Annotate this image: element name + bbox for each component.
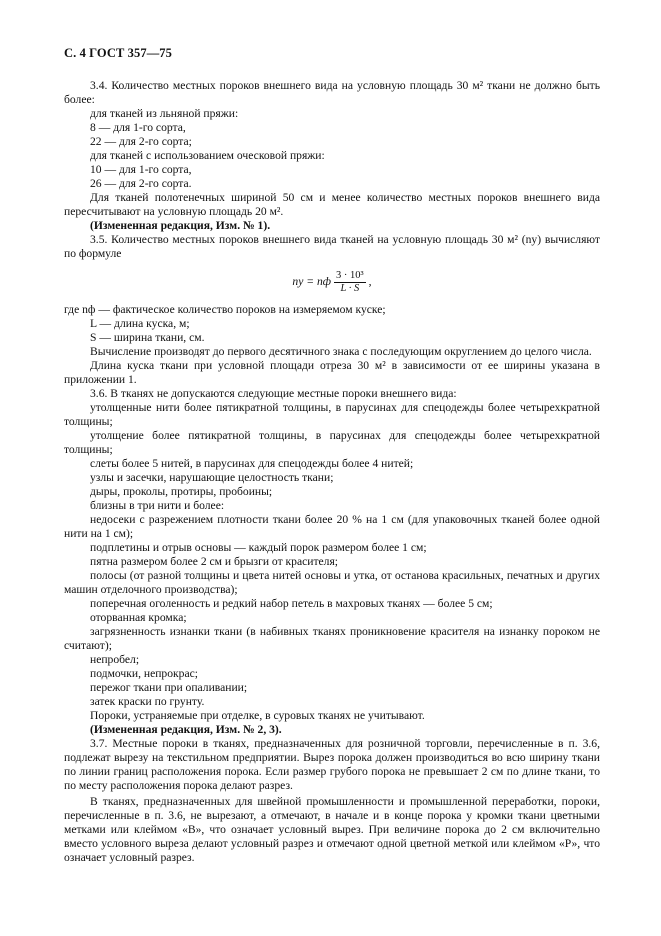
page-header: С. 4 ГОСТ 357—75 — [64, 46, 173, 60]
list-item: пятна размером более 2 см и брызги от красителя; — [90, 555, 339, 568]
section-3-4-paragraph: Для тканей полотенечных шириной 50 см и менее количество местных пороков внешнего вида пересчитывают на условную площадь 20 м². — [64, 191, 600, 218]
list-item: близны в три нити и более: — [90, 499, 225, 512]
list-item: подплетины и отрыв основы — каждый порок размером более 1 см; — [90, 541, 427, 554]
list-item: утолщенные нити более пятикратной толщины, в парусинах для спецодежды более четырехкратной толщины; — [64, 401, 600, 428]
document-body — [64, 79, 600, 865]
list-item: непробел; — [90, 653, 140, 666]
list-item: полосы (от разной толщины и цвета нитей основы и утка, от останова красильных, печатных и других машин отделочного производства); — [64, 569, 600, 596]
edit-note: (Измененная редакция, Изм. № 1). — [90, 219, 271, 232]
list-item: для тканей из льняной пряжи: — [90, 107, 239, 120]
formula-numerator: 3 · 10³ — [336, 269, 364, 281]
legend-item: где nф — фактическое количество пороков на измеряемом куске; — [64, 303, 386, 316]
section-3-5-intro: 3.5. Количество местных пороков внешнего вида тканей на условную площадь 30 м² (nу) вычисляют по формуле — [64, 233, 600, 260]
list-item: 8 — для 1-го сорта, — [90, 121, 186, 134]
list-item: дыры, проколы, протиры, пробоины; — [90, 485, 273, 498]
list-item: слеты более 5 нитей, в парусинах для спецодежды более 4 нитей; — [90, 457, 414, 470]
section-3-7-paragraph: 3.7. Местные пороки в тканях, предназначенных для розничной торговли, перечисленные в п. 3.6, подлежат вырезу на текстильном предприятии. Вырез порока должен производиться во всю ширину ткани по линии границ расположения порока. Если размер грубого порока не превышает 2 см по длине ткани, то по месту расположения порока делают разрез. — [64, 737, 600, 792]
list-item: 26 — для 2-го сорта. — [90, 177, 192, 190]
list-item: для тканей с использованием оческовой пряжи: — [90, 149, 325, 162]
list-item: недосеки с разрежением плотности ткани более 20 % на 1 см (для упаковочных тканей более одной нити на 1 см); — [64, 513, 600, 540]
formula-fraction — [334, 270, 366, 295]
list-item: подмочки, непрокрас; — [90, 667, 198, 680]
list-item: оторванная кромка; — [90, 611, 187, 624]
formula — [64, 263, 600, 301]
formula-legend — [64, 303, 600, 345]
section-3-6-intro: 3.6. В тканях не допускаются следующие местные пороки внешнего вида: — [90, 387, 457, 400]
list-item: узлы и засечки, нарушающие целостность ткани; — [90, 471, 334, 484]
formula-denominator: L · S — [340, 282, 360, 294]
formula-tail: , — [368, 275, 372, 288]
edit-note: (Измененная редакция, Изм. № 2, 3). — [90, 723, 282, 736]
formula-lhs: nу = nф — [292, 275, 332, 288]
section-3-4-intro: 3.4. Количество местных пороков внешнего вида на условную площадь 30 м² ткани не должно быть более: — [64, 79, 600, 106]
section-3-5-paragraph: Вычисление производят до первого десятичного знака с последующим округлением до целого числа. — [90, 345, 592, 358]
list-item: утолщение более пятикратной толщины, в парусинах для спецодежды более четырехкратной толщины; — [64, 429, 600, 456]
list-item: поперечная оголенность и редкий набор петель в махровых тканях — более 5 см; — [90, 597, 493, 610]
list-item: пережог ткани при опаливании; — [90, 681, 248, 694]
section-3-7-paragraph: В тканях, предназначенных для швейной промышленности и промышленной переработки, пороки, перечисленные в п. 3.6, не вырезают, а отмечают, в начале и в конце порока у кромки ткани цветными метками или клеймом «В», что означает условный вырез. При величине порока до 2 см включительно вместо условного выреза делают условный разрез и отмечают одной цветной меткой или клеймом «Р», что означает условный разрез. — [64, 795, 600, 864]
legend-item: L — длина куска, м; — [90, 317, 190, 330]
list-item: 22 — для 2-го сорта; — [90, 135, 192, 148]
section-3-6-paragraph: Пороки, устраняемые при отделке, в суровых тканях не учитывают. — [90, 709, 425, 722]
list-item: загрязненность изнанки ткани (в набивных тканях проникновение красителя на изнанку пороком не считают); — [64, 625, 600, 652]
legend-item: S — ширина ткани, см. — [90, 331, 205, 344]
list-item: 10 — для 1-го сорта, — [90, 163, 192, 176]
section-3-5-paragraph: Длина куска ткани при условной площади отреза 30 м² в зависимости от ее ширины указана в приложении 1. — [64, 359, 600, 386]
list-item: затек краски по грунту. — [90, 695, 205, 708]
